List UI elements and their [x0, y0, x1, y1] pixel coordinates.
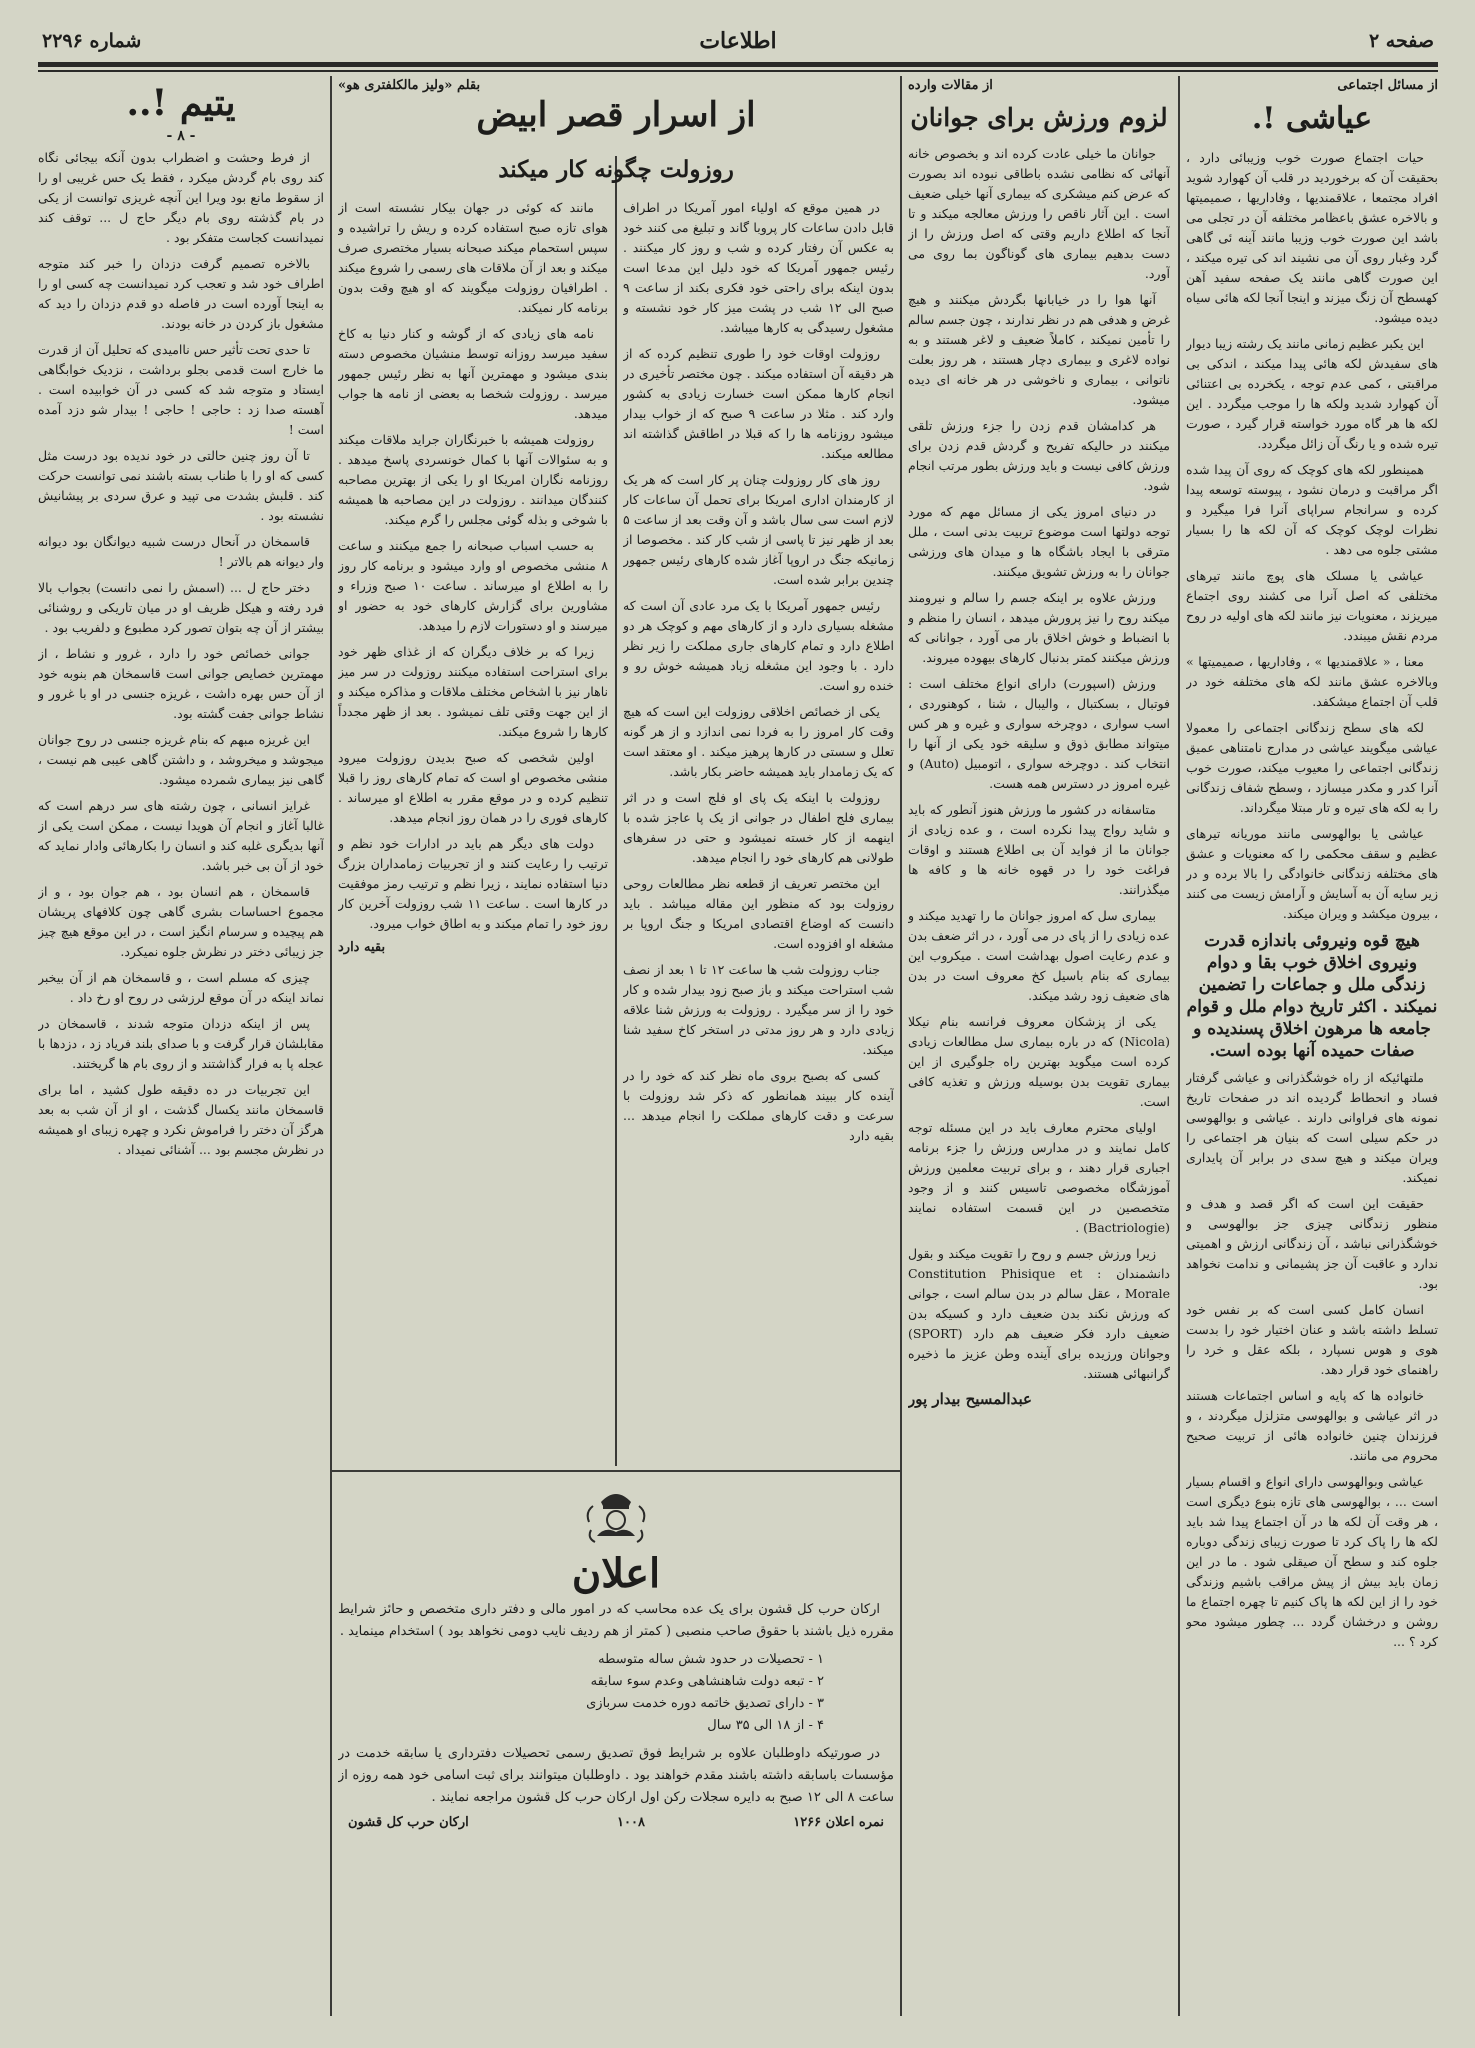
paragraph: خانواده ها که پایه و اساس اجتماعات هستند در اثر عیاشی و بوالهوسی متزلزل میگردند ، و فرزندان چنین خانواده هائی از تربیت صحیح محروم می مانند.	[1186, 1388, 1438, 1463]
newspaper-page	[38, 28, 1438, 2018]
paragraph: زیرا ورزش جسم و روح را تقویت میکند و بقول دانشمندان : Constitution Phisique et Morale ، عقل سالم در بدن سالم است ، جوانی که ورزش نکند بدن ضعیف دارد و کسیکه بدن ضعیف دارد فکر ضعیف هم دارد (SPORT) وجوانان ورزیده برای آینده وطن عزیز ما ذخیره گرانبهائی هستند.	[908, 1246, 1170, 1381]
article-subtitle: روزولت چگونه کار میکند	[498, 156, 734, 183]
ad-requirement: ۴ - از ۱۸ الی ۳۵ سال	[707, 1718, 824, 1733]
article-roosevelt-col-a	[623, 198, 894, 1463]
paragraph: این غریزه مبهم که بنام غریزه جنسی در روح جوانان میجوشد و میخروشد ، و داشتن گاهی عیبی هم نیست ، گاهی نیز بیماری شمرده میشود.	[38, 732, 324, 787]
paragraph: جوانان ما خیلی عادت کرده اند و بخصوص خانه آنهائی که نظامی نشده باطاقی نبوده اند بصورت که عرض کنم میشکری که بیماری آنها خیلی ضعیف است . این آثار ناقص را ورزش معالجه میکند و تا آنجا که اطلاع داریم وقتی که اصل ورزش را از دست بدهیم بیماری های گوناگون بما روی می آورد.	[908, 146, 1170, 281]
paragraph: یکی از پزشکان معروف فرانسه بنام نیکلا (Nicola) که در باره بیماری سل مطالعات زیادی کرده است میگوید بهترین راه جلوگیری از این بیماری تقویت بدن بوسیله ورزش و تغذیه کافی است.	[908, 1014, 1170, 1109]
advertisement	[338, 1476, 894, 2016]
paragraph: عیاشی یا بوالهوسی مانند موریانه تیرهای عظیم و سقف محکمی را که معنویات و عشق های مختلفه زندگانی خانوادگی را بالا برده و در زیر سایه آن به آسایش و آرامش زیست می کنند ، بیرون میکشد و ویران میکند.	[1186, 826, 1438, 921]
paragraph: نامه های زیادی که از گوشه و کنار دنیا به کاخ سفید میرسد روزانه توسط منشیان مخصوص دسته بندی میشود و مهمترین آنها به نظر رئیس جمهور میرسد . روزولت شخصا به بعضی از نامه ها جواب میدهد.	[338, 326, 608, 421]
paragraph: قاسمخان ، هم انسان بود ، هم جوان بود ، و از مجموع احساسات بشری گاهی چون کلافهای پریشان هم پیچیده و سرسام انگیز است ، در این موقع هیچ چیز جز زیبائی دختر در نظرش جلوه نمیکرد.	[38, 884, 324, 959]
paragraph: ملتهائیکه از راه خوشگذرانی و عیاشی گرفتار فساد و انحطاط گردیده اند در صفحات تاریخ نمونه های فراوانی دارند . عیاشی و بوالهوسی در حکم سیلی است که بنیان هر اجتماعی را ویران میکند و هیچ سدی در برابر آن پایداری نمیکند.	[1186, 1070, 1438, 1185]
ad-footer	[338, 1815, 894, 1830]
ad-requirements	[338, 1649, 894, 1737]
column-divider	[900, 76, 902, 2016]
paragraph: همینطور لکه های کوچک که روی آن پیدا شده اگر مراقبت و درمان نشود ، پیوسته توسعه پیدا کرده و سرانجام سراپای آنرا فرا میگیرد و نظرات لوچک کوچک که آن لکه ها را بسیار مشتی جلوه می دهد .	[1186, 462, 1438, 557]
column-divider	[615, 156, 617, 1466]
paragraph: مانند که کوئی در جهان بیکار نشسته است از هوای تازه صبح استفاده کرده و ریش را تراشیده و سپس استحمام میکند صبحانه بسیار مختصری صرف میکند و بعد از آن ملاقات های رسمی را شروع میکند . اطرافیان روزولت میگویند که او هیچ وقت بدون برنامه کار نمیکند.	[338, 200, 608, 315]
paragraph: آنها هوا را در خیابانها بگردش میکنند و هیچ غرض و هدفی هم در نظر ندارند ، چون جسم سالم را تأمین نمیکند ، کاملاً ضعیف و لاغر هستند و به نواده لاغری و بیماری دچار هستند ، هر روز بعلت ناتوانی ، بیماری و ناخوشی در هر خانه ای دیده میشود.	[908, 292, 1170, 407]
paragraph: پس از اینکه دزدان متوجه شدند ، قاسمخان در مقابلشان قرار گرفت و با صدای بلند فریاد زد ، دزدها با عجله پا به فرار گذاشتند و از روی بام ها گریختند.	[38, 1016, 324, 1071]
paragraph: تا آن روز چنین حالتی در خود ندیده بود درست مثل کسی که او را با طناب بسته باشند نمی توانست حرکت کند . قلبش بشدت می تپید و عرق سردی بر پیشانیش نشسته بود .	[38, 448, 324, 523]
article-title: لزوم ورزش برای جوانان	[910, 103, 1168, 132]
ad-outro: در صورتیکه داوطلبان علاوه بر شرایط فوق تصدیق رسمی تحصیلات دفترداری یا سابقه خدمت در مؤسسات باسابقه داشته باشند مقدم خواهند بود . داوطلبان میتوانند برای ثبت اسامی خود همه روزه از ساعت ۸ الی ۱۲ صبح به دایره سجلات رکن اول ارکان حرب کل قشون مراجعه نمایند .	[338, 1746, 894, 1805]
paragraph: یکی از خصائص اخلاقی روزولت این است که هیچ وقت کار امروز را به فردا نمی اندازد و از هر گونه تعلل و سستی در کارها پرهیز میکند . او معتقد است که یک زمامدار باید همیشه حاضر بکار باشد.	[623, 704, 894, 779]
paragraph: بیماری سل که امروز جوانان ما را تهدید میکند و عده زیادی را از پای در می آورد ، در اثر ضعف بدن و عدم رعایت اصول بهداشت است . میکروب این بیماری که بنام باسیل کخ معروف است در بدن های ضعیف زود رشد میکند.	[908, 908, 1170, 1003]
ad-divider	[332, 1470, 900, 1472]
article-roosevelt-subheader	[338, 156, 894, 196]
ad-title: اعلان	[571, 1550, 661, 1597]
paragraph: روزولت اوقات خود را طوری تنظیم کرده که از هر دقیقه آن استفاده میکند . چون مختصر تأخیری در انجام کارها ممکن است خسارت زیادی به کشور وارد کند . مثلا در ساعت ۹ صبح که از خواب بیدار میشود روزنامه ها را که قبلا در اطاقش گذاشته اند مطالعه میکند.	[623, 346, 894, 461]
byline: بقلم «ولیز مالکلفتری هو»	[338, 78, 481, 93]
lion-and-sun-emblem-icon	[581, 1482, 651, 1548]
paragraph: روز های کار روزولت چنان پر کار است که هر یک از کارمندان اداری امریکا برای تحمل آن ساعات کار لازم است سی سال باشد و آن وقت بعد از ساعت ۵ بعد از ظهر نیز تا پاسی از شب کار کند . مخصوصا از زمانیکه جنگ در اروپا آغاز شده کارهای رئیس جمهور چندین برابر شده است.	[623, 472, 894, 587]
paragraph: معنا ، « علاقمندیها » ، وفاداریها ، صمیمیتها » وبالاخره عشق مانند لکه های مختلفه خود در قلب آن اجتماع میشکفد.	[1186, 654, 1438, 709]
paragraph: ورزش علاوه بر اینکه جسم را سالم و نیرومند میکند روح را نیز پرورش میدهد ، انسان را منظم و با انضباط و خوش اخلاق بار می آورد ، جوانانی که ورزش میکنند کمتر بدنبال کارهای بیهوده میروند.	[908, 590, 1170, 665]
column-divider	[1178, 76, 1180, 2016]
paragraph: دولت های دیگر هم باید در ادارات خود نظم و ترتیب را رعایت کنند و از تجربیات زمامداران بزرگ دنیا استفاده نمایند ، زیرا نظم و ترتیب رمز موفقیت در کارها است . ساعت ۱۱ شب روزولت آخرین کار روز خود را تمام میکند و به اطاق خواب میرود.	[338, 836, 608, 931]
paragraph: عیاشی وبوالهوسی دارای انواع و اقسام بسیار است ... ، بوالهوسی های تازه بنوع دیگری است ، هر وقت آن لکه ها در آن اجتماع پیدا شد باید لکه ها را پاک کرد تا صورت زیبای زندگی دوباره جلوه کند و سطح آن صیقلی شود . ما در این زمان باید بیش از پیش مراقب باشیم وزندگی خود را از این لکه ها پاک کنیم تا چهره اجتماع ما روشن و درخشان گردد ... چطور میشود محو کرد ؟ ...	[1186, 1474, 1438, 1649]
episode-number: - ۸ -	[166, 128, 196, 144]
paragraph: زیرا که بر خلاف دیگران که از غذای ظهر خود برای استراحت استفاده میکنند روزولت در سر میز ناهار نیز با اشخاص مختلف ملاقات و مذاکره میکند و از این جهت وقتی تلف نمیشود . بعد از ظهر مجدداً کارها را شروع میکند.	[338, 644, 608, 739]
article-orphan-story	[38, 78, 324, 2016]
column-divider	[330, 76, 332, 2016]
paragraph: روزولت همیشه با خبرنگاران جراید ملاقات میکند و به سئوالات آنها با کمال خونسردی پاسخ میدهد . روزنامه نگاران امریکا او را یکی از بهترین مصاحبه کنندگان میدانند . روزولت در این مصاحبه ها همیشه با شوخی و بذله گوئی مجلس را گرم میکند.	[338, 432, 608, 527]
ad-intro: ارکان حرب کل قشون برای یک عده محاسب که در امور مالی و دفتر داری متخصص و حائز شرایط مقرره ذیل باشند با حقوق صاحب منصبی ( کمتر از هم ردیف نایب دومی نخواهد بود ) استخدام مینماید .	[338, 1602, 894, 1639]
paragraph: رئیس جمهور آمریکا با یک مرد عادی آن است که مشغله بسیاری دارد و از کارهای مهم و کوچک هر دو اطلاع دارد و تمام کارهای جاری مملکت را زیر نظر دارد . با وجود این مشغله زیاد همیشه خوش رو و خنده رو است.	[623, 598, 894, 693]
issue-number: شماره ۲۲۹۶	[42, 30, 142, 52]
article-roosevelt-col-b	[338, 198, 608, 1463]
paragraph: روزولت با اینکه یک پای او فلج است و در اثر بیماری فلج اطفال در جوانی از یک پا عاجز شده با اینهمه از کار خسته نمیشود و حتی در سفرهای طولانی هم کارهای خود را انجام میدهد.	[623, 790, 894, 865]
story-title: یتیم !..	[126, 82, 236, 124]
article-roosevelt-header	[338, 78, 894, 154]
paragraph: در همین موقع که اولیاء امور آمریکا در اطراف قابل دادن ساعات کار پروبا گاند و تبلیغ می کنند خود به عکس آن رفتار کرده و شب و روز کار میکنند . رئیس جمهور آمریکا که خود دلیل این مدعا است بدون اینکه برای راحتی خود فکری بکند از ساعت ۹ صبح الی ۱۲ شب در پشت میز کار خود نشسته و مشغول رسیدگی به کارها میباشد.	[623, 200, 894, 335]
continued-note: بقیه دارد	[338, 940, 386, 955]
ad-requirement: ۲ - تبعه دولت شاهنشاهی وعدم سوء سابقه	[590, 1674, 824, 1689]
ad-issuer: ارکان حرب کل قشون	[348, 1815, 469, 1830]
masthead-rule-thin	[38, 70, 1438, 72]
section-label: از مسائل اجتماعی	[1337, 78, 1438, 93]
paragraph: این تجربیات در ده دقیقه طول کشید ، اما برای قاسمخان مانند یکسال گذشت ، او از آن شب به بعد هرگز آن دختر را فراموش نکرد و چهره زیبای او همیشه در نظرش مجسم بود ... آشنائی نمیداد .	[38, 1082, 324, 1157]
ad-number: نمره اعلان ۱۲۶۶	[793, 1815, 884, 1830]
paragraph: اولین شخصی که صبح بدیدن روزولت میرود منشی مخصوص او است که تمام کارهای روز را قبلا تنظیم کرده و در موقع مقرر به اطلاع او میرساند . کارهای فوری را در همان روز انجام میدهد.	[338, 750, 608, 825]
paragraph: لکه های سطح زندگانی اجتماعی را معمولا عیاشی میگویند عیاشی در مدارج نامتناهی عمیق زندگانی اجتماعی را معیوب میکند، صورت خوب آنرا کدر و مکدر میسازد ، وسطح شفاف زندگانی را به لکه های تیره و تار مبتلا میگرداند.	[1186, 720, 1438, 815]
paragraph: به حسب اسباب صبحانه را جمع میکنند و ساعت ۸ منشی مخصوص او وارد میشود و برنامه کار روز را به اطلاع او میرساند . ساعت ۱۰ صبح وزراء و مشاورین برای گزارش کارهای خود به حضور او میرسند و او دستورات لازم را میدهد.	[338, 538, 608, 633]
paragraph: دختر حاج ل ... (اسمش را نمی دانست) بجواب بالا فرد رفته و هیکل ظریف او در میان تاریکی و روشنائی بیشتر از آن چه بتوان تصور کرد مطبوع و دلفریب بود .	[38, 580, 324, 635]
article-social	[1186, 78, 1438, 2016]
section-label: از مقالات وارده	[908, 78, 993, 93]
article-sports	[908, 78, 1170, 2016]
paragraph: از فرط وحشت و اضطراب بدون آنکه بیجائی نگاه کند روی بام گردش میکرد ، فقط یک حس غریبی او را از سقوط مانع بود ویرا این آنچه غریزی توانست از یکی در بام گذشته روی بام دیگر حاج ل ... توقف کند نمیدانست کجاست متفکر بود .	[38, 150, 324, 245]
paragraph: غرایز انسانی ، چون رشته های سر درهم است که غالبا آغاز و انجام آن هویدا نیست ، ممکن است یکی از آنها بدیگری غلبه کند و انسان را بکارهائی وادار نماید که خود از آن بی خبر باشد.	[38, 798, 324, 873]
paragraph: جناب روزولت شب ها ساعت ۱۲ تا ۱ بعد از نصف شب استراحت میکند و باز صبح زود بیدار شده و کار خود را از سر میگیرد . روزولت به ورزش شنا علاقه زیادی دارد و هر روز مدتی در استخر کاخ سفید شنا میکند.	[623, 962, 894, 1057]
paragraph: بالاخره تصمیم گرفت دزدان را خبر کند متوجه اطراف خود شد و تعجب کرد نمیدانست چه کسی او را به اینجا آورده است در فاصله دو قدم دزدان را دید که مشغول باز کردن در خانه بودند.	[38, 256, 324, 331]
paragraph: هر کدامشان قدم زدن را جزء ورزش تلقی میکنند در حالیکه تفریح و گردش قدم زدن برای ورزش کافی نیست و باید ورزش بطور مرتب انجام شود.	[908, 418, 1170, 493]
ad-requirement: ۳ - دارای تصدیق خاتمه دوره خدمت سربازی	[586, 1696, 824, 1711]
ad-requirement: ۱ - تحصیلات در حدود شش ساله متوسطه	[598, 1652, 824, 1667]
paragraph: ورزش (اسپورت) دارای انواع مختلف است : فوتبال ، بسکتبال ، والیبال ، شنا ، کوهنوردی ، اسب سواری ، دوچرخه سواری و غیره و هر کس میتواند مطابق ذوق و سلیقه خود یکی از آنها را انتخاب کند . دوچرخه سواری ، اتومبیل (Auto) و غیره امروز در دسترس همه هست.	[908, 676, 1170, 791]
paragraph: متاسفانه در کشور ما ورزش هنوز آنطور که باید و شاید رواج پیدا نکرده است ، و عده زیادی از جوانان ما از فواید آن بی اطلاع هستند و اوقات فراغت خود را در قهوه خانه ها و کافه ها میگذرانند.	[908, 802, 1170, 897]
newspaper-name: اطلاعات	[699, 28, 777, 54]
paragraph: حقیقت این است که اگر قصد و هدف و منظور زندگانی چیزی جز بوالهوسی و خوشگذرانی نباشد ، آن زندگانی ارزش و اهمیتی ندارد و عاقبت آن جز پشیمانی و ندامت نخواهد بود.	[1186, 1196, 1438, 1291]
paragraph: انسان کامل کسی است که بر نفس خود تسلط داشته باشد و عنان اختیار خود را بدست هوی و هوس نسپارد ، بلکه عقل و خرد را راهنمای خود قرار دهد.	[1186, 1302, 1438, 1377]
article-title: عیاشی !.	[1251, 101, 1373, 136]
paragraph: اولیای محترم معارف باید در این مسئله توجه کامل نمایند و در مدارس ورزش را جزء برنامه اجباری قرار دهند ، و برای تربیت معلمین ورزش آموزشگاه مخصوصی تاسیس کنند و از وجود متخصصین در این قسمت استفاده نمایند (Bactriologie) .	[908, 1120, 1170, 1235]
paragraph: تا حدی تحت تأثیر حس ناامیدی که تحلیل آن از قدرت ما خارج است قدمی بجلو برداشت ، نزدیک خوابگاهی ایستاد و متوجه شد که کسی در آن خوابیده است . آهسته صدا زد : حاجی ! حاجی ! بیدار شو دزد آمده است !	[38, 342, 324, 437]
paragraph: کسی که بصبح بروی ماه نظر کند که خود را در آینده کار ببیند همانطور که ذکر شد روزولت با سرعت و دقت کارهای مملکت را انجام میدهد ... بقیه دارد	[623, 1068, 894, 1143]
paragraph: در دنیای امروز یکی از مسائل مهم که مورد توجه دولتها است موضوع تربیت بدنی است ، ملل مترقی با ایجاد باشگاه ها و میدان های ورزشی جوانان را به ورزش تشویق میکنند.	[908, 504, 1170, 579]
paragraph: قاسمخان در آنحال درست شبیه دیوانگان بود دیوانه وار دیوانه هم بالاتر !	[38, 534, 324, 569]
paragraph: جوانی خصائص خود را دارد ، غرور و نشاط ، از مهمترین خصایص جوانی است قاسمخان هم بنوبه خود از آن حس بهره داشت ، غریزه جنسی در او با غرور و نشاط جوانی جفت گشته بود.	[38, 646, 324, 721]
page-number: صفحه ۲	[1368, 30, 1434, 52]
masthead-rule	[38, 62, 1438, 67]
paragraph: حیات اجتماع صورت خوب وزیبائی دارد ، بحقیقت آن که برخوردید در قلب آن کهوارد شوید افراد مجتمعا ، علاقمندیها ، وفاداریها ، صمیمیتها و بالاخره عشق باعظامر مختلفه آن در تجلی می باشد این صورت خوب وزیبا مانند آینه ئی گاهی گرد وغبار روی آن می نشیند اند کی تیره میکند ، این صورت گاهی مانند یک صفحه سفید آهن کهسطح آن زنگ میزند و اینجا آنجا لکه هائی سیاه دیده میشود.	[1186, 150, 1438, 325]
author-signature: عبدالمسیح بیدار پور	[908, 1390, 1032, 1408]
ad-code: ۱۰۰۸	[617, 1815, 645, 1830]
paragraph: عیاشی یا مسلک های پوچ مانند تیرهای مختلفی که اصل آنرا می کشند روی اجتماع میریزند ، معنویات نیز مانند لکه های اولیه در روح مردم نقش میبندد.	[1186, 568, 1438, 643]
masthead	[38, 28, 1438, 60]
subheading: هیچ قوه ونیروئی باندازه قدرت ونیروی اخلاق خوب بقا و دوام زندگی ملل و جماعات را تضمین نمیکند . اکثر تاریخ دوام ملل و قوام جامعه ها مرهون اخلاق پسندیده و صفات حمیده آنها بوده است.	[1186, 931, 1438, 1061]
paragraph: چیزی که مسلم است ، و قاسمخان هم از آن بیخبر نماند اینکه در آن موقع لرزشی در روح او رخ داد .	[38, 970, 324, 1005]
paragraph: این یکبر عظیم زمانی مانند یک رشته زیبا دیوار های سفیدش لکه هائی پیدا میکند ، اندکی بی مراقبتی ، کمی عدم توجه ، یکخرده بی اعتنائی آن کهوارد شدید ولکه ها را موجب میگردد . این لکه ها هر گاه مورد خواسته قرار گیرد ، صورت تیره شده و یا رنگ آن زائل میگردد.	[1186, 336, 1438, 451]
paragraph: این مختصر تعریف از قطعه نظر مطالعات روحی روزولت بود که منظور این مقاله میباشد . باید دانست که اوضاع اقتصادی امریکا و جنگ اروپا بر مشغله او افزوده است.	[623, 876, 894, 951]
article-title: از اسرار قصر ابیض	[476, 95, 756, 135]
